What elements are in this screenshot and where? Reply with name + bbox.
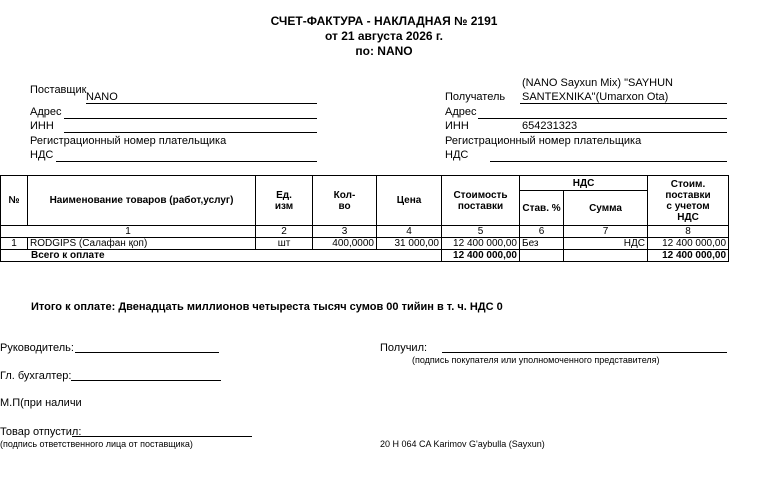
col-number: 1 [1,226,256,238]
row-num: 1 [1,238,28,250]
recipient-inn: 654231323 [522,120,578,132]
received-label: Получил: [380,342,428,354]
row-unit: шт [256,238,313,250]
vehicle-driver: 20 H 064 CA Karimov G'aybulla (Sayxun) [380,439,545,449]
recipient-name-line1: (NANO Sayxun Mix) "SAYHUN [522,77,674,89]
col-header-qty-2: во [338,200,351,212]
col-header-vat: НДС [520,176,648,191]
recipient-inn-line [520,132,727,133]
released-note: (подпись ответственного лица от поставщика) [0,439,193,449]
col-header-cost-1: Стоимость [453,189,508,201]
supplier-vat-label: НДС [30,149,54,161]
table-row [1,238,729,250]
recipient-name-line2: SANTEXNIKA"(Umarxon Ota) [522,91,669,103]
row-vat-rate: Без [520,238,564,250]
summary-label: Всего к оплате [1,250,442,262]
released-label: Товар отпустил: [0,426,82,438]
col-header-price: Цена [377,176,442,226]
recipient-label: Получатель [445,91,506,103]
summary-vat-rate [520,250,564,262]
col-header-total [648,176,729,226]
column-numbers-row [1,226,729,238]
accountant-signature-line [71,380,221,381]
summary-total: 12 400 000,00 [648,250,729,262]
col-header-total-2: поставки [665,189,711,201]
row-vat-sum: НДС [564,238,648,250]
row-cost: 12 400 000,00 [442,238,520,250]
col-number: 6 [520,226,564,238]
recipient-address-line [478,118,727,119]
supplier-inn-label: ИНН [30,120,54,132]
director-signature-line [75,352,219,353]
col-header-unit-2: изм [274,200,294,212]
col-header-qty-1: Кол- [333,189,356,201]
row-price: 31 000,00 [377,238,442,250]
released-signature-line [72,436,252,437]
col-header-qty [313,176,377,226]
col-header-num: № [1,176,28,226]
col-header-total-4: НДС [677,211,699,223]
director-label: Руководитель: [0,342,74,354]
summary-row [1,250,729,262]
col-header-total-1: Стоим. [670,178,706,190]
document-contract: по: NANO [355,44,413,58]
supplier-reg-label: Регистрационный номер плательщика [30,135,227,147]
accountant-label: Гл. бухгалтер: [0,370,72,382]
supplier-address-line [64,118,317,119]
col-header-cost-2: поставки [457,200,504,212]
total-in-words: Итого к оплате: Двенадцать миллионов четыреста тысяч сумов 00 тийин в т. ч. НДС 0 [31,301,503,313]
supplier-name-line [86,103,317,104]
items-table [0,175,729,262]
supplier-address-label: Адрес [30,106,62,118]
recipient-address-label: Адрес [445,106,477,118]
row-name: RODGIPS (Салафан қоп) [28,238,256,250]
col-header-unit [256,176,313,226]
supplier-name: NANO [86,91,118,103]
recipient-vat-label: НДС [445,149,469,161]
col-number: 2 [256,226,313,238]
col-number: 7 [564,226,648,238]
col-header-vat-rate: Став. % [520,191,564,226]
recipient-vat-line [490,161,727,162]
col-number: 3 [313,226,377,238]
recipient-reg-label: Регистрационный номер плательщика [445,135,642,147]
document-date: от 21 августа 2026 г. [324,29,444,43]
recipient-inn-label: ИНН [445,120,469,132]
row-qty: 400,0000 [313,238,377,250]
col-header-vat-sum: Сумма [564,191,648,226]
supplier-inn-line [64,132,317,133]
supplier-vat-line [56,161,317,162]
document-title: СЧЕТ-ФАКТУРА - НАКЛАДНАЯ № 2191 [270,14,498,28]
summary-cost: 12 400 000,00 [442,250,520,262]
col-number: 8 [648,226,729,238]
col-header-cost [442,176,520,226]
received-signature-line [442,352,727,353]
summary-vat-sum [564,250,648,262]
stamp-label: М.П(при наличи [0,397,82,409]
supplier-label: Поставщик [30,84,87,96]
recipient-name-line [520,103,727,104]
col-number: 4 [377,226,442,238]
row-total: 12 400 000,00 [648,238,729,250]
received-note: (подпись покупателя или уполномоченного представителя) [412,355,660,365]
col-number: 5 [442,226,520,238]
col-header-name: Наименование товаров (работ,услуг) [28,176,256,226]
col-header-total-3: с учетом [666,200,710,212]
col-header-unit-1: Ед. [276,189,292,201]
